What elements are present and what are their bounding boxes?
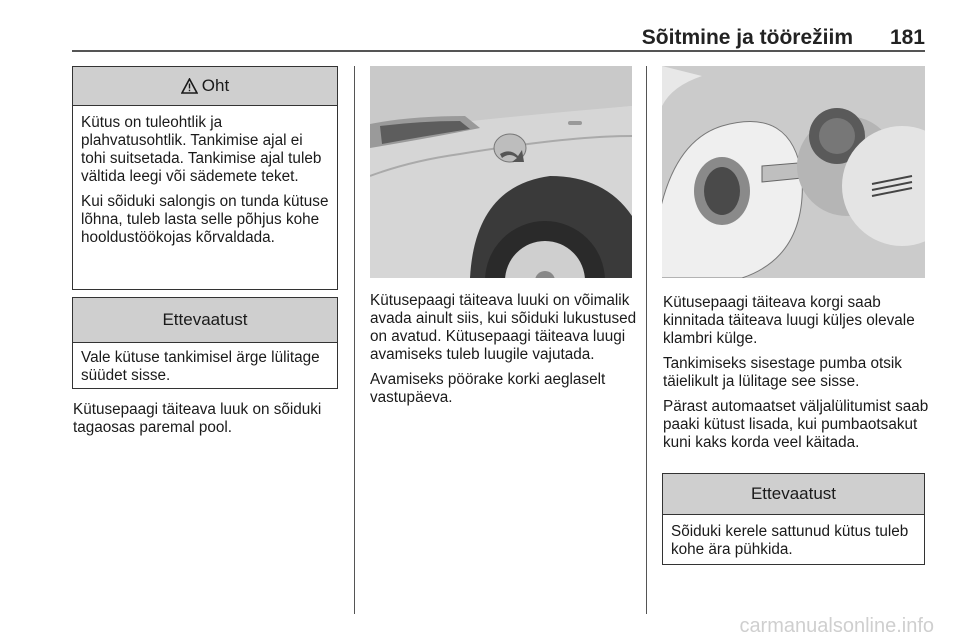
column3-paragraph: Tankimiseks sisestage pumba otsik täielikult ja lülitage see sisse. xyxy=(663,355,902,390)
warning-title: Oht xyxy=(201,76,230,95)
column3-paragraph: Pärast automaatset väljalülitumist saab paaki kütust lisada, kui pumbaotsakut kuni kaks korda veel käitada. xyxy=(663,398,929,451)
page-title: Sõitmine ja töörežiim xyxy=(641,26,853,49)
column3-text xyxy=(663,294,929,459)
caution-title: Ettevaatust xyxy=(750,484,837,503)
warning-header xyxy=(73,67,337,106)
caution-header xyxy=(73,298,337,343)
column3-paragraph: Kütusepaagi täiteava korgi saab kinnitada täiteava luugi küljes olevale klambri külge. xyxy=(663,294,915,347)
page-number: 181 xyxy=(889,26,925,49)
column-divider xyxy=(646,66,647,614)
body-paragraph: Kütusepaagi täiteava luuk on sõiduki tagaosas paremal pool. xyxy=(73,401,322,436)
page-header xyxy=(72,26,925,52)
car-fuel-door-illustration xyxy=(370,66,632,278)
watermark-text: carmanualsonline.info xyxy=(739,615,934,637)
caution-text: Sõiduki kerele sattunud kütus tuleb kohe ära pühkida. xyxy=(671,523,909,558)
column2-paragraph: Kütusepaagi täiteava luuki on võimalik avada ainult siis, kui sõiduki lukustused on avatud. Kütusepaagi täiteava luugi avamiseks tuleb luugile vajutada. xyxy=(370,292,637,363)
column-divider xyxy=(354,66,355,614)
warning-box xyxy=(72,66,338,290)
caution-box xyxy=(72,297,338,389)
warning-triangle-icon xyxy=(181,78,198,94)
column2-paragraph: Avamiseks pöörake korki aeglaselt vastupäeva. xyxy=(370,371,606,406)
warning-paragraph: Kui sõiduki salongis on tunda kütuse lõhna, tuleb lasta selle põhjus kohe hooldustöökojas kõrvaldada. xyxy=(81,193,329,246)
body-text xyxy=(73,401,343,444)
fuel-cap-illustration xyxy=(662,66,925,278)
caution-text: Vale kütuse tankimisel ärge lülitage süüdet sisse. xyxy=(81,349,320,384)
column2-text xyxy=(370,292,640,414)
warning-paragraph: Kütus on tuleohtlik ja plahvatusohtlik. Tankimise ajal ei tohi suitsetada. Tankimise ajal tuleb vältida leegi või sädemete teket. xyxy=(81,114,322,185)
caution-header xyxy=(663,474,924,515)
caution-box xyxy=(662,473,925,565)
caution-title: Ettevaatust xyxy=(162,310,248,329)
